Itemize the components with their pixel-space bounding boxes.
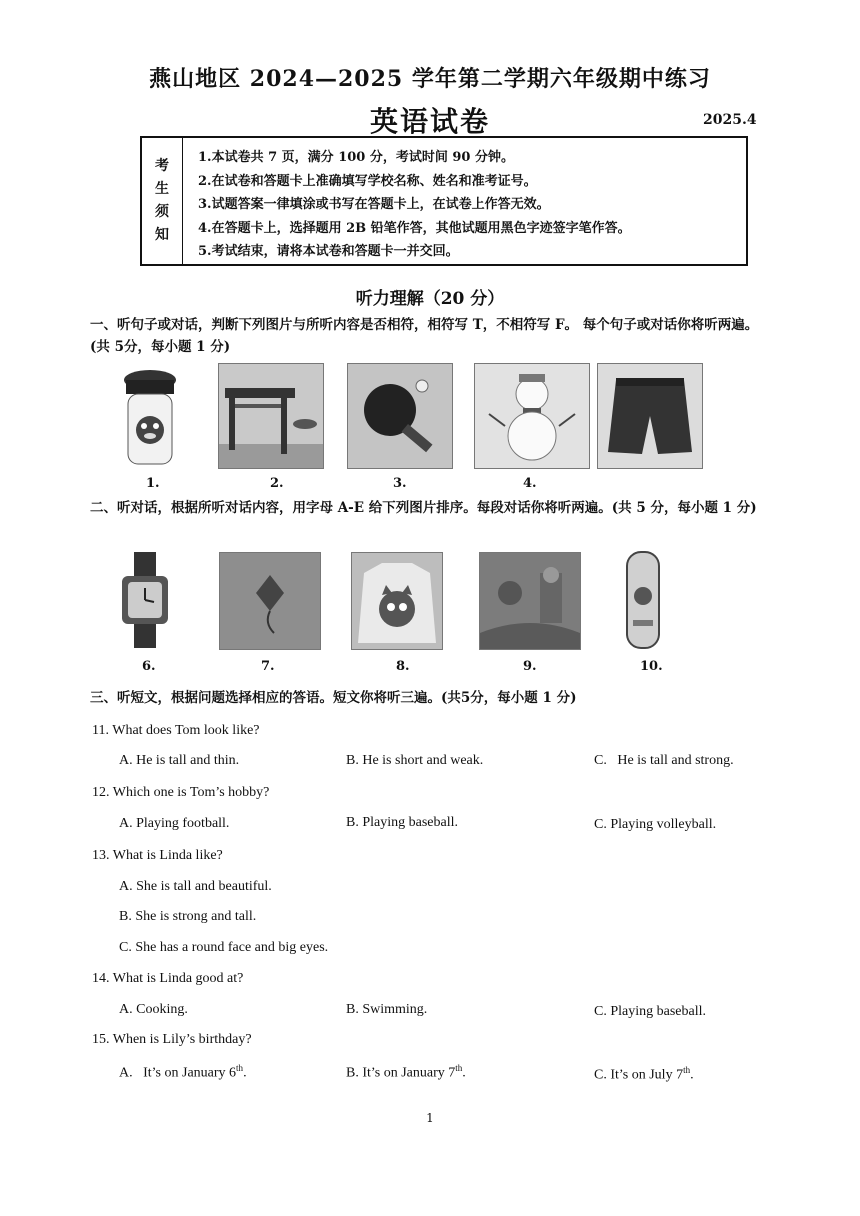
option-12-b: B. Playing baseball. [346,815,458,830]
image-number: 2. [270,476,284,491]
question-15: 15. When is Lily’s birthday? [92,1032,252,1047]
option-14-a: A. Cooking. [119,1002,188,1017]
option-15-c [594,1065,694,1084]
option-text: C. It’s on July 7 [594,1067,684,1083]
image-number: 9. [523,659,537,674]
notice-item: 1.本试卷共 7 页，满分 100 分，考试时间 90 分钟。 [198,150,514,165]
notice-item: 2.在试卷和答题卡上准确填写学校名称、姓名和准考证号。 [198,173,537,189]
notice-item: 3.试题答案一律填涂或书写在答题卡上，在试卷上作答无效。 [198,197,550,212]
option-12-c: C. Playing volleyball. [594,817,717,832]
option-end: . [243,1065,247,1081]
image-number: 7. [261,659,275,674]
question-11: 11. What does Tom look like? [92,723,260,738]
pencil-case-icon [623,550,663,650]
question-12: 12. Which one is Tom’s hobby? [92,785,270,800]
question-13: 13. What is Linda like? [92,848,223,863]
option-15-a [119,1063,247,1082]
notice-item: 4.在答题卡上，选择题用 2B 铅笔作答，其他试题用黑色字迹签字笔作答。 [198,220,631,236]
notice-list [198,146,631,264]
water-bottle-icon [118,366,182,468]
image-number: 8. [396,659,410,674]
notice-box [140,136,748,266]
ordinal-suffix: th [236,1063,244,1073]
table-icon [218,363,324,469]
ordinal-suffix: th [455,1063,463,1073]
option-11-a: A. He is tall and thin. [119,753,240,768]
snowman-icon [474,363,590,469]
option-14-b: B. Swimming. [346,1002,428,1017]
notice-heading-char: 考 [155,158,169,174]
exam-subtitle: 英语试卷 [369,105,490,138]
exam-date: 2025.4 [703,112,757,128]
option-14-c: C. Playing baseball. [594,1004,706,1019]
image-number: 4. [523,476,537,491]
option-13-b: B. She is strong and tall. [119,909,257,924]
option-13-c: C. She has a round face and big eyes. [119,940,329,955]
shorts-icon [597,363,703,469]
option-13-a: A. She is tall and beautiful. [119,879,272,894]
part3-instructions: 三、听短文，根据问题选择相应的答语。短文你将听三遍。(共5分，每小题 1 分) [90,690,577,706]
notice-heading-char: 须 [155,204,169,220]
ping-pong-paddle-icon [347,363,453,469]
picture-book-icon [479,552,581,650]
part1-instructions: 一、听句子或对话，判断下列图片与所听内容是否相符，相符写 T，不相符写 F。 每个句子或对话你将听两遍。(共 5分，每小题 1 分) [90,317,759,355]
notice-heading [142,138,183,264]
option-12-a: A. Playing football. [119,816,230,831]
question-14: 14. What is Linda good at? [92,971,244,986]
notice-heading-char: 知 [155,227,169,243]
image-number: 6. [142,659,156,674]
image-number: 3. [393,476,407,491]
option-text: B. It’s on January 7 [346,1065,456,1081]
image-number: 1. [146,476,160,491]
notice-item: 5.考试结束，请将本试卷和答题卡一并交回。 [198,244,459,259]
page-number: 1 [426,1111,434,1125]
section-title-listening: 听力理解（20 分） [355,289,505,309]
notice-heading-char: 生 [155,181,169,197]
option-15-b [346,1063,466,1082]
exam-title: 燕山地区 2024—2025 学年第二学期六年级期中练习 [149,66,711,92]
option-11-b: B. He is short and weak. [346,753,484,768]
cat-sweater-icon [351,552,443,650]
part2-instructions: 二、听对话，根据所听对话内容，用字母 A-E 给下列图片排序。每段对话你将听两遍。(共 5 分，每小题 1 分) [90,500,757,516]
option-text: A. It’s on January 6 [119,1065,237,1081]
kite-icon [219,552,321,650]
ordinal-suffix: th [683,1065,691,1075]
option-end: . [462,1065,466,1081]
image-number: 10. [640,659,663,674]
wristwatch-icon [118,552,172,648]
option-11-c: C. He is tall and strong. [594,753,734,768]
option-end: . [690,1067,694,1083]
